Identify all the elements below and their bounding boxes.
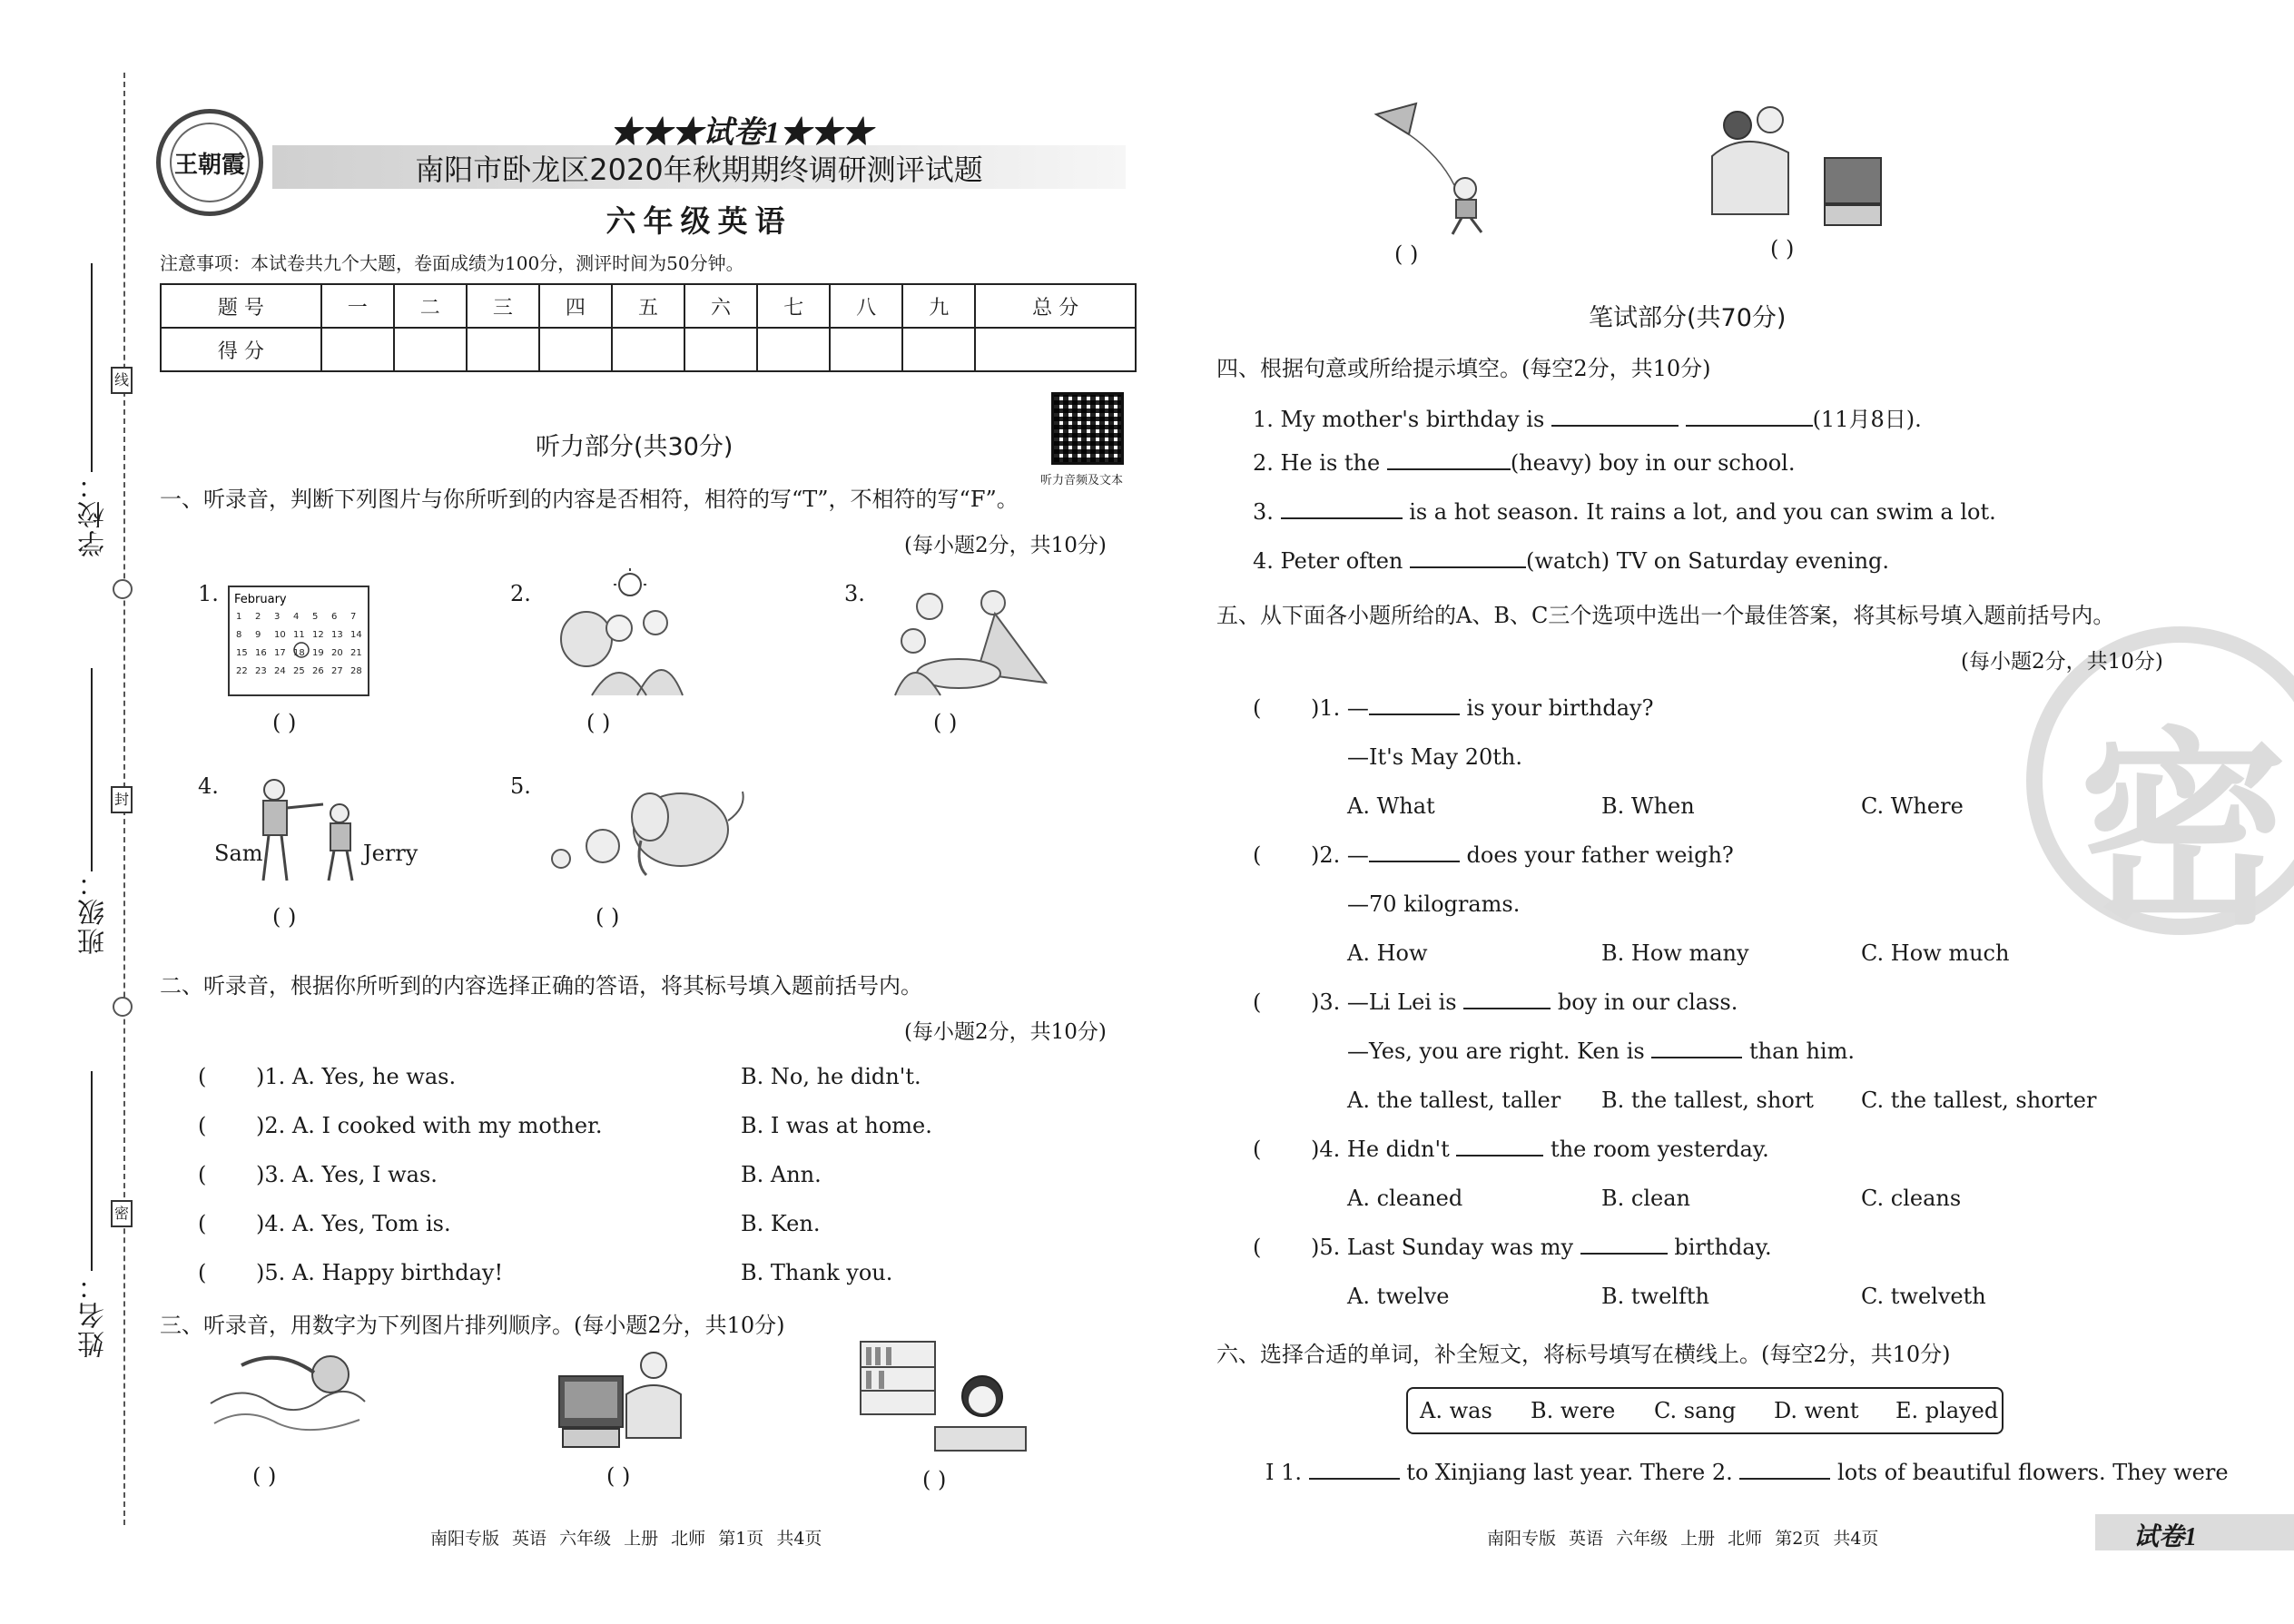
writing-part-title: 笔试部分(共70分)	[1589, 304, 1787, 332]
option-b: B. clean	[1601, 1186, 1690, 1211]
class-field-line	[91, 668, 93, 871]
answer-blank[interactable]	[1739, 1460, 1830, 1480]
answer-blank[interactable]	[1651, 1038, 1742, 1058]
score-input-cell[interactable]	[467, 328, 539, 371]
answer-paren[interactable]: (	[1253, 989, 1262, 1015]
question-row	[198, 1260, 503, 1285]
calendar-day: 25	[293, 666, 305, 676]
answer-blank[interactable]	[1281, 499, 1403, 519]
reading-picture	[859, 1340, 1031, 1458]
option-b: B. the tallest, short	[1601, 1088, 1814, 1113]
calendar-day: 3	[274, 612, 281, 622]
calendar-day: 16	[255, 648, 267, 658]
score-input-cell[interactable]	[321, 328, 394, 371]
option-c: C. How much	[1861, 940, 2010, 966]
exam-title: 南阳市卧龙区2020年秋期期终调研测评试题	[415, 153, 983, 187]
score-input-cell[interactable]	[539, 328, 612, 371]
scissor-icon	[113, 579, 133, 599]
word-option: D. went	[1774, 1398, 1859, 1423]
calendar-day: 19	[312, 648, 324, 658]
table-cell: 一	[321, 284, 394, 328]
name-label: 姓名：	[78, 1271, 110, 1358]
calendar-day: 1	[236, 612, 242, 622]
score-input-cell[interactable]	[830, 328, 902, 371]
option-a: )4. A. Yes, Tom is.	[256, 1211, 451, 1236]
answer-blank[interactable]	[1369, 842, 1460, 862]
calendar-day: 4	[293, 612, 300, 622]
scissor-icon	[113, 997, 133, 1017]
watching-tv-picture	[554, 1340, 690, 1452]
sam-jerry-picture	[245, 777, 381, 886]
option-c: C. the tallest, shorter	[1861, 1088, 2097, 1113]
answer-blank[interactable]	[1463, 989, 1551, 1009]
word-option: B. were	[1531, 1398, 1616, 1423]
animals-picture	[541, 781, 755, 882]
table-cell: 七	[757, 284, 830, 328]
section-3-heading: 三、听录音，用数字为下列图片排列顺序。(每小题2分，共10分)	[160, 1313, 785, 1338]
option-b: B. No, he didn't.	[741, 1064, 921, 1089]
section-1-points: (每小题2分，共10分)	[904, 534, 1107, 557]
option-a: A. the tallest, taller	[1347, 1088, 1561, 1113]
answer-paren[interactable]: ( )	[596, 904, 620, 930]
option-b: B. I was at home.	[741, 1113, 932, 1138]
table-cell: 题 号	[161, 284, 321, 328]
option-c: C. Where	[1861, 793, 1964, 819]
class-label: 班级：	[78, 868, 110, 955]
answer-paren[interactable]: ( )	[606, 1463, 631, 1489]
table-cell: 三	[467, 284, 539, 328]
calendar-month: February	[234, 593, 287, 606]
answer-paren[interactable]: (	[1253, 1235, 1262, 1260]
calendar-day: 11	[293, 630, 305, 640]
picture-number: 2.	[510, 581, 531, 606]
calendar-day: 21	[350, 648, 362, 658]
question-reply: —Yes, you are right. Ken is than him.	[1347, 1038, 1855, 1064]
subject-title: 六年级英语	[605, 203, 793, 239]
fill-item: 1. My mother's birthday is (11月8日).	[1253, 407, 1922, 432]
question-row	[198, 1162, 438, 1187]
secret-watermark-glyph: 密	[2079, 711, 2289, 953]
option-b: B. Ken.	[741, 1211, 821, 1236]
swimming-picture	[205, 1347, 369, 1447]
fill-item: 3. is a hot season. It rains a lot, and you can swim a lot.	[1253, 499, 1996, 525]
calendar-day: 2	[255, 612, 261, 622]
question-row: ( )2. — does your father weigh?	[1253, 842, 1734, 868]
picture-number: 4.	[198, 773, 219, 799]
picture-number: 3.	[844, 581, 865, 606]
table-cell: 四	[539, 284, 612, 328]
cut-mark-line: 线	[111, 367, 133, 394]
answer-paren[interactable]: ( )	[272, 710, 297, 735]
word-option: C. sang	[1654, 1398, 1737, 1423]
answer-blank[interactable]	[1551, 407, 1679, 427]
footer-tag-text: 试卷1	[2133, 1523, 2198, 1551]
cut-mark-seal: 封	[111, 786, 133, 813]
option-b: B. When	[1601, 793, 1695, 819]
kite-picture	[1367, 102, 1498, 236]
name-field-line	[91, 1071, 93, 1271]
calendar-day: 14	[350, 630, 362, 640]
question-row: ( )4. He didn't the room yesterday.	[1253, 1137, 1769, 1162]
section-5-heading: 五、从下面各小题所给的A、B、C三个选项中选出一个最佳答案，将其标号填入题前括号内。	[1216, 603, 2115, 628]
logo-text: 王朝霞	[170, 123, 250, 202]
family-outing-picture	[556, 568, 690, 704]
score-input-cell[interactable]	[684, 328, 757, 371]
calendar-day: 7	[350, 612, 357, 622]
answer-paren[interactable]: (	[198, 1113, 207, 1138]
score-table-header-row	[161, 284, 1136, 328]
score-input-cell[interactable]	[394, 328, 467, 371]
question-reply: —70 kilograms.	[1347, 891, 1521, 917]
calendar-day: 9	[255, 630, 261, 640]
publisher-logo	[156, 109, 263, 216]
passage-line: I 1. to Xinjiang last year. There 2. lots of beautiful flowers. They were	[1265, 1460, 2229, 1485]
picture-number: 1.	[198, 581, 219, 606]
answer-blank[interactable]	[1686, 407, 1813, 427]
qr-code[interactable]	[1051, 392, 1124, 465]
calendar-day: 26	[312, 666, 324, 676]
qr-caption: 听力音频及文本	[1040, 474, 1124, 487]
answer-blank[interactable]	[1580, 1235, 1668, 1255]
option-b: B. Thank you.	[741, 1260, 893, 1285]
answer-paren[interactable]: ( )	[922, 1467, 947, 1492]
calendar-day: 6	[331, 612, 338, 622]
table-cell: 九	[902, 284, 975, 328]
option-a: )3. A. Yes, I was.	[256, 1162, 438, 1187]
option-b: B. twelfth	[1601, 1284, 1709, 1309]
option-b: B. Ann.	[741, 1162, 822, 1187]
footer-right: 南阳专版 英语 六年级 上册 北师 第2页 共4页	[1487, 1529, 1879, 1549]
score-table-score-row	[161, 328, 1136, 371]
question-row: ( )1. — is your birthday?	[1253, 695, 1654, 721]
calendar-day: 17	[274, 648, 286, 658]
calendar-day: 24	[274, 666, 286, 676]
calendar-day: 12	[312, 630, 324, 640]
option-a: )5. A. Happy birthday!	[256, 1260, 504, 1285]
calendar-day: 27	[331, 666, 343, 676]
listening-part-title: 听力部分(共30分)	[536, 433, 733, 461]
option-b: B. How many	[1601, 940, 1749, 966]
score-input-cell[interactable]	[902, 328, 975, 371]
table-cell: 总 分	[975, 284, 1136, 328]
paper-number: ★★★试卷1★★★	[610, 116, 872, 150]
family-tv-picture	[1707, 102, 1888, 227]
calendar-day: 20	[331, 648, 343, 658]
calendar-picture	[227, 585, 372, 699]
calendar-day: 23	[255, 666, 267, 676]
answer-paren[interactable]: (	[198, 1211, 207, 1236]
answer-paren[interactable]: (	[1253, 842, 1262, 868]
fill-item: 4. Peter often (watch) TV on Saturday evening.	[1253, 548, 1890, 574]
option-c: C. cleans	[1861, 1186, 1962, 1211]
question-row: ( )3. —Li Lei is boy in our class.	[1253, 989, 1738, 1015]
answer-paren[interactable]: (	[198, 1260, 207, 1285]
question-reply: —It's May 20th.	[1347, 744, 1523, 770]
option-a: A. twelve	[1347, 1284, 1450, 1309]
cut-mark-secret: 密	[111, 1200, 133, 1227]
answer-blank[interactable]	[1456, 1137, 1543, 1156]
option-a: A. cleaned	[1347, 1186, 1463, 1211]
answer-paren[interactable]: ( )	[272, 904, 297, 930]
calendar-day: 10	[274, 630, 286, 640]
family-dinner-picture	[886, 586, 1049, 699]
table-cell: 二	[394, 284, 467, 328]
name-label-sam: Sam	[214, 841, 263, 866]
word-option: E. played	[1895, 1398, 1999, 1423]
answer-paren[interactable]: (	[198, 1064, 207, 1089]
answer-paren[interactable]: (	[198, 1162, 207, 1187]
answer-paren[interactable]: ( )	[586, 710, 611, 735]
calendar-day: 18	[293, 648, 305, 658]
option-a: A. How	[1347, 940, 1428, 966]
question-row	[198, 1211, 451, 1236]
section-5-points: (每小题2分，共10分)	[1961, 650, 2163, 674]
answer-blank[interactable]	[1369, 695, 1460, 715]
school-field-line	[91, 263, 93, 472]
score-table	[160, 283, 1137, 372]
calendar-day: 8	[236, 630, 242, 640]
calendar-day: 22	[236, 666, 248, 676]
option-a: A. What	[1347, 793, 1435, 819]
section-2-heading: 二、听录音，根据你所听到的内容选择正确的答语，将其标号填入题前括号内。	[160, 973, 922, 999]
score-input-cell[interactable]	[612, 328, 684, 371]
table-cell: 得 分	[161, 328, 321, 371]
fill-item: 2. He is the (heavy) boy in our school.	[1253, 450, 1796, 476]
calendar-day: 13	[331, 630, 343, 640]
footer-left: 南阳专版 英语 六年级 上册 北师 第1页 共4页	[430, 1529, 822, 1549]
section-1-heading: 一、听录音，判断下列图片与你所听到的内容是否相符，相符的写“T”，不相符的写“F”。	[160, 487, 1019, 512]
exam-notice: 注意事项：本试卷共九个大题，卷面成绩为100分，测评时间为50分钟。	[160, 252, 744, 274]
answer-paren[interactable]: (	[1253, 1137, 1262, 1162]
answer-paren[interactable]: (	[1253, 695, 1262, 721]
school-label: 学校：	[78, 470, 110, 557]
picture-number: 5.	[510, 773, 531, 799]
table-cell: 六	[684, 284, 757, 328]
question-row	[198, 1113, 603, 1138]
word-option: A. was	[1420, 1398, 1492, 1423]
section-4-heading: 四、根据句意或所给提示填空。(每空2分，共10分)	[1216, 356, 1711, 381]
calendar-day: 15	[236, 648, 248, 658]
score-input-cell[interactable]	[975, 328, 1136, 371]
option-a: )1. A. Yes, he was.	[256, 1064, 457, 1089]
name-label-jerry: Jerry	[363, 841, 418, 866]
section-2-points: (每小题2分，共10分)	[904, 1020, 1107, 1044]
option-c: C. twelveth	[1861, 1284, 1986, 1309]
answer-blank[interactable]	[1387, 450, 1511, 470]
answer-paren[interactable]: ( )	[933, 710, 958, 735]
option-a: )2. A. I cooked with my mother.	[256, 1113, 603, 1138]
table-cell: 八	[830, 284, 902, 328]
calendar-day: 5	[312, 612, 319, 622]
question-row	[198, 1064, 456, 1089]
section-6-heading: 六、选择合适的单词，补全短文，将标号填写在横线上。(每空2分，共10分)	[1216, 1342, 1951, 1367]
calendar-day: 28	[350, 666, 362, 676]
table-cell: 五	[612, 284, 684, 328]
answer-blank[interactable]	[1309, 1460, 1400, 1480]
answer-paren[interactable]: ( )	[1394, 241, 1419, 267]
answer-blank[interactable]	[1410, 548, 1526, 568]
score-input-cell[interactable]	[757, 328, 830, 371]
answer-paren[interactable]: ( )	[1770, 236, 1795, 261]
question-row: ( )5. Last Sunday was my birthday.	[1253, 1235, 1772, 1260]
answer-paren[interactable]: ( )	[252, 1463, 277, 1489]
